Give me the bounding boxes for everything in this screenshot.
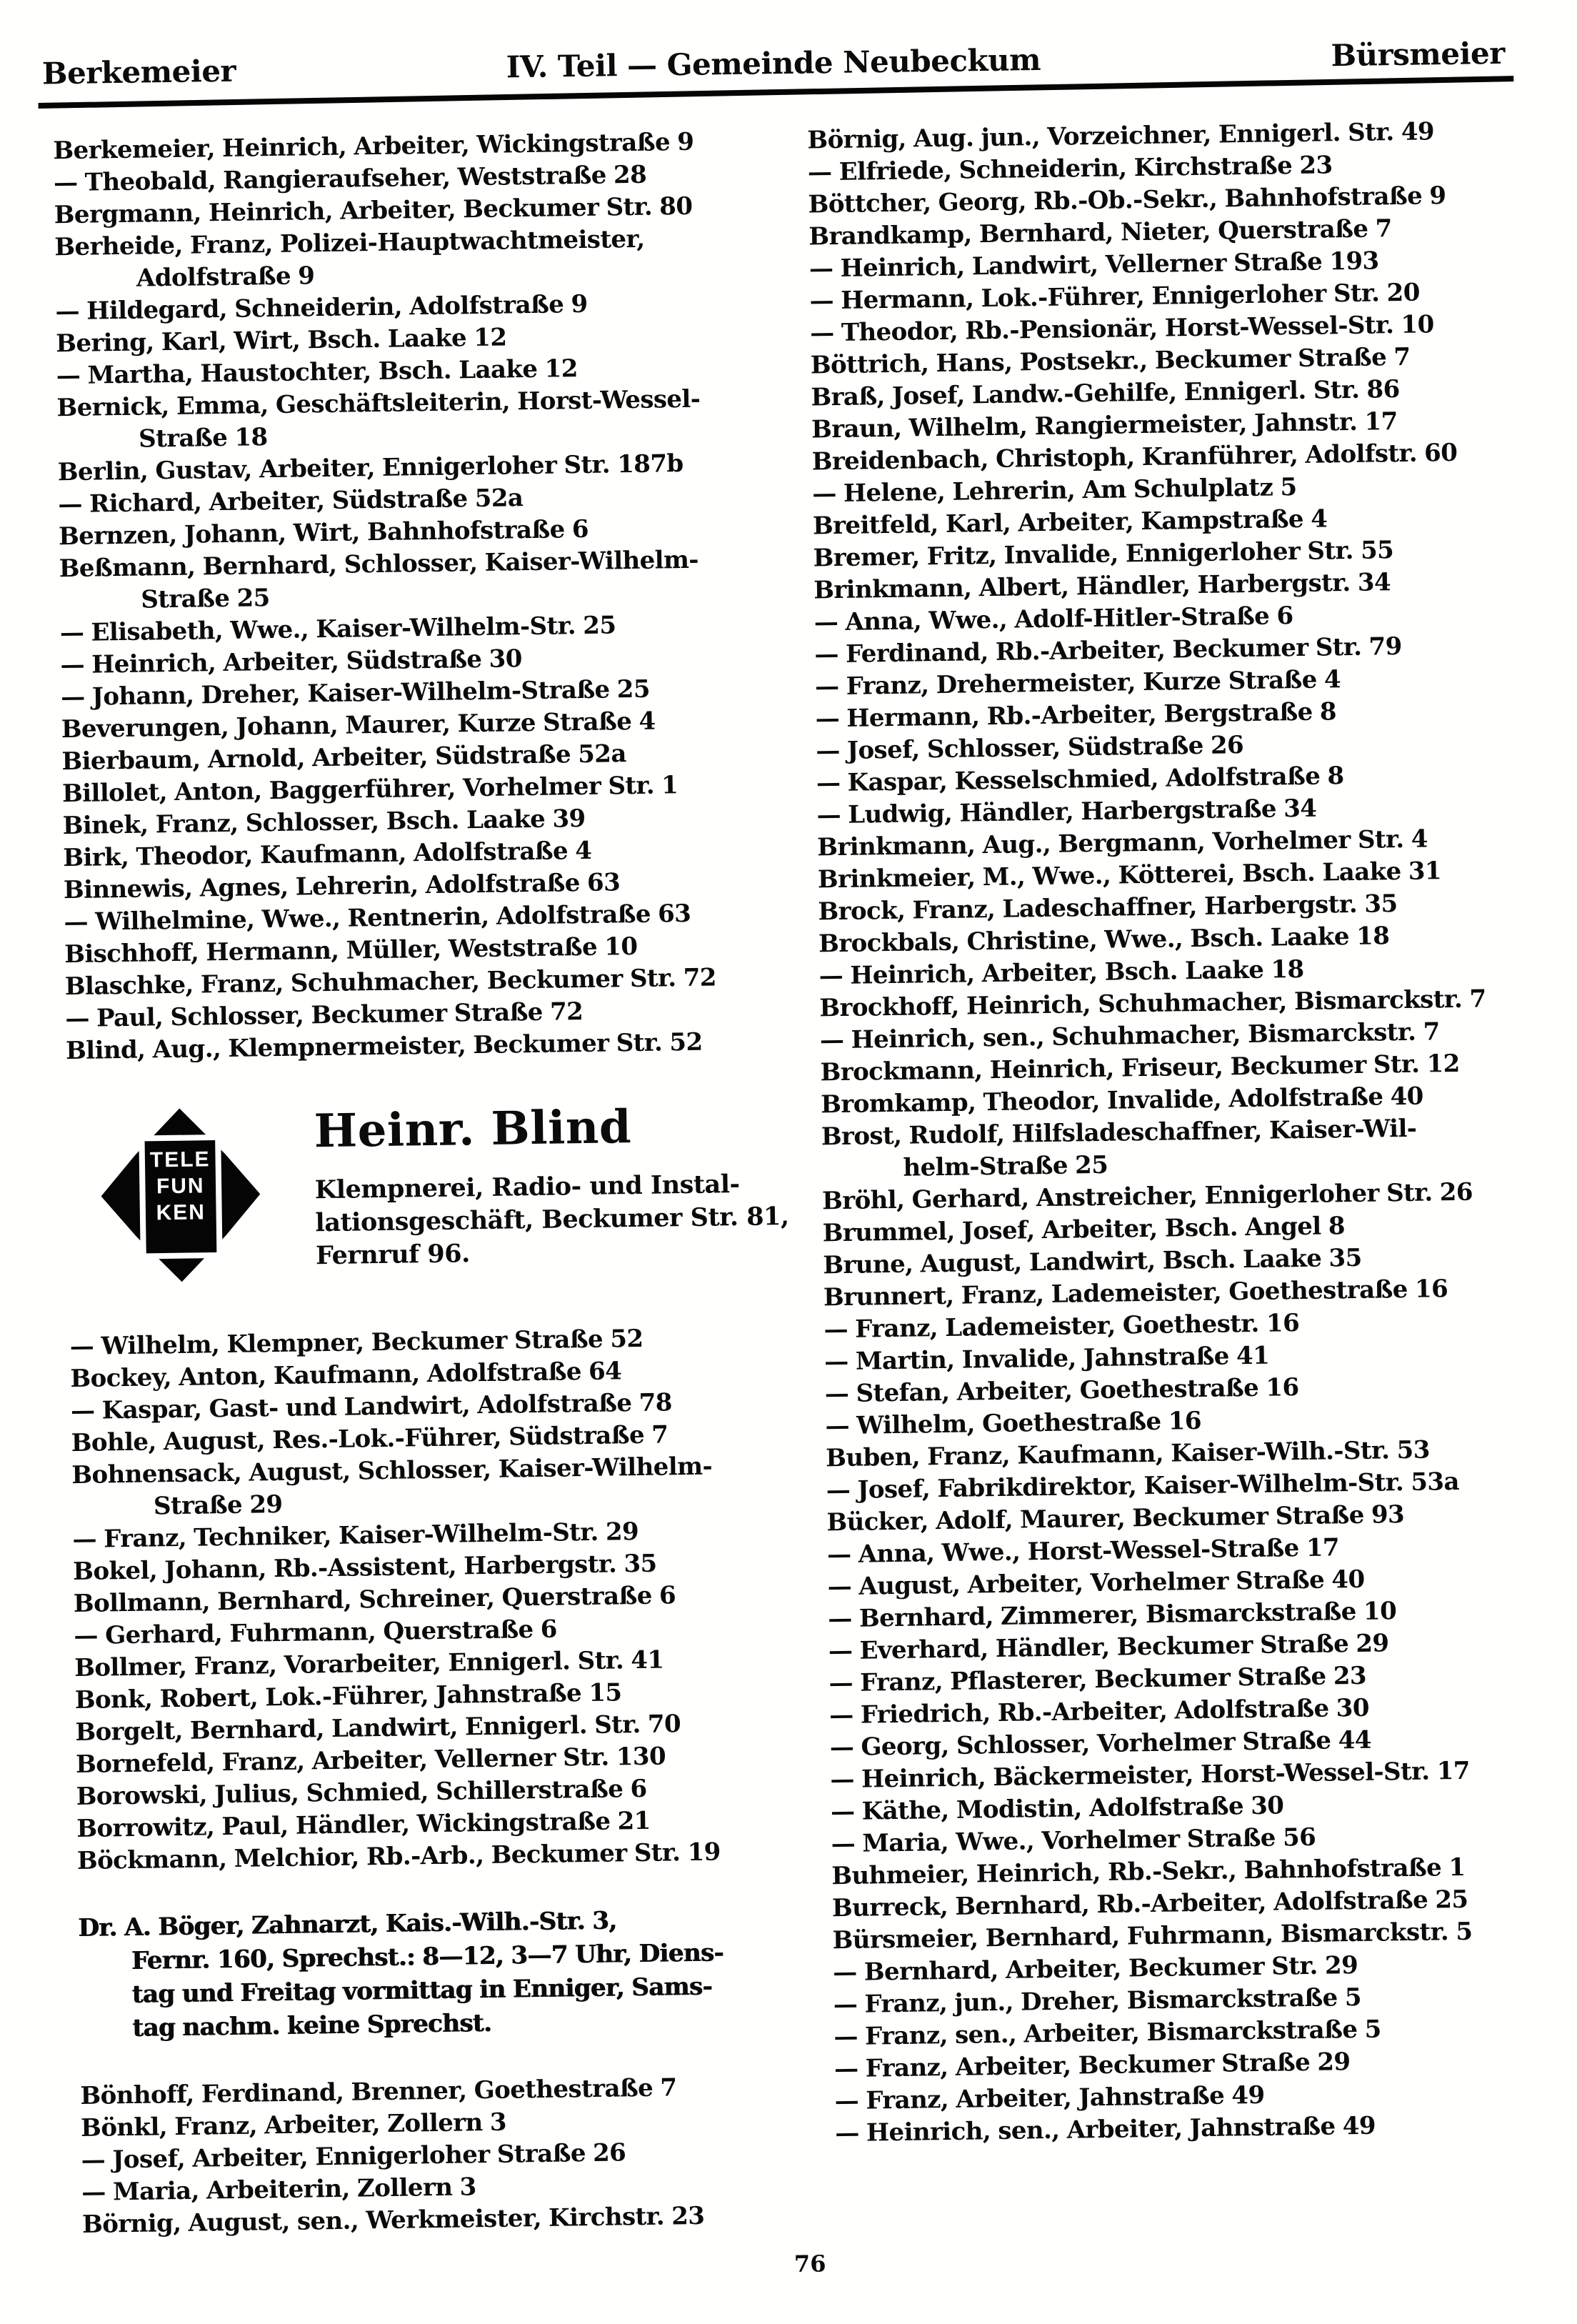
telefunken-logo-text xyxy=(97,1145,264,1227)
directory-entry: — Anna, Wwe., Horst-Wessel-Straße 17 xyxy=(826,1533,1340,1570)
directory-entry: — Helene, Lehrerin, Am Schulplatz 5 xyxy=(812,472,1297,509)
directory-entry: — Maria, Wwe., Vorhelmer Straße 56 xyxy=(831,1822,1316,1859)
directory-entry: Brinkmann, Aug., Bergmann, Vorhelmer Str. 4 xyxy=(816,824,1428,862)
directory-entry: — Kaspar, Kesselschmied, Adolfstraße 8 xyxy=(816,762,1344,798)
directory-entry: Brune, August, Landwirt, Bsch. Laake 35 xyxy=(823,1243,1362,1280)
directory-entry: Blaschke, Franz, Schuhmacher, Beckumer Str. 72 xyxy=(64,963,717,1002)
directory-entry: Braß, Josef, Landw.-Gehilfe, Ennigerl. Str. 86 xyxy=(811,374,1400,412)
directory-entry: Brost, Rudolf, Hilfsladeschaffner, Kaiser-Wil- helm-Straße 25 xyxy=(821,1114,1417,1182)
header-right-catchword: Bürsmeier xyxy=(1331,35,1506,74)
directory-entry: Berkemeier, Heinrich, Arbeiter, Wickingstraße 9 xyxy=(53,127,694,166)
ad-body-line: Fernruf 96. xyxy=(315,1239,471,1271)
directory-entry: — Heinrich, Landwirt, Vellerner Straße 193 xyxy=(808,246,1379,284)
directory-entry: Brinkmeier, M., Wwe., Kötterei, Bsch. Laake 31 xyxy=(817,857,1442,894)
page-number: 76 xyxy=(793,2250,826,2278)
directory-entry: Börnig, Aug. jun., Vorzeichner, Ennigerl. Str. 49 xyxy=(807,117,1435,155)
directory-entry: Binnewis, Agnes, Lehrerin, Adolfstraße 63 xyxy=(63,868,621,905)
directory-entry: Böttcher, Georg, Rb.-Ob.-Sekr., Bahnhofstraße 9 xyxy=(808,181,1446,219)
directory-entry: — Heinrich, Arbeiter, Bsch. Laake 18 xyxy=(818,954,1304,991)
directory-entry: Brinkmann, Albert, Händler, Harbergstr. 34 xyxy=(813,568,1391,605)
directory-entry: — Franz, Arbeiter, Beckumer Straße 29 xyxy=(833,2048,1351,2084)
directory-entry: Bremer, Fritz, Invalide, Ennigerloher Str. 55 xyxy=(813,536,1394,573)
directory-entry: Bornefeld, Franz, Arbeiter, Vellerner Str. 130 xyxy=(75,1742,666,1780)
directory-entry: — Bernhard, Arbeiter, Beckumer Str. 29 xyxy=(832,1950,1358,1988)
directory-entry: Braun, Wilhelm, Rangiermeister, Jahnstr. 17 xyxy=(811,407,1398,444)
bold-doctor-notice: Dr. A. Böger, Zahnarzt, Kais.-Wilh.-Str. 3, Fernr. 160, Sprechst.: 8—12, 3—7 Uhr, Diens- tag und Freitag vormittag in Enniger, Sams- tag nachm. keine Sprechst. xyxy=(77,1906,724,2043)
directory-entry: Birk, Theodor, Kaufmann, Adolfstraße 4 xyxy=(63,836,592,873)
directory-entry: — Everhard, Händler, Beckumer Straße 29 xyxy=(828,1629,1389,1666)
directory-entry: — Heinrich, sen., Arbeiter, Jahnstraße 49 xyxy=(835,2111,1376,2148)
telefunken-logo xyxy=(96,1104,264,1286)
directory-entry: Bohnensack, August, Schlosser, Kaiser-Wilhelm- Straße 29 xyxy=(71,1452,713,1521)
telefunken-logo-line: KEN xyxy=(156,1200,206,1225)
directory-entry: — Heinrich, Bäckermeister, Horst-Wessel-Str. 17 xyxy=(830,1756,1471,1795)
directory-entry: Beverungen, Johann, Maurer, Kurze Straße 4 xyxy=(61,707,656,744)
directory-entry: Bonk, Robert, Lok.-Führer, Jahnstraße 15 xyxy=(74,1678,622,1715)
directory-entry: Breidenbach, Christoph, Kranführer, Adolfstr. 60 xyxy=(811,438,1458,477)
right-column xyxy=(807,114,1569,2230)
directory-entry: Blind, Aug., Klempnermeister, Beckumer Str. 52 xyxy=(65,1027,703,1066)
page-header xyxy=(0,0,1563,92)
directory-entry: Binek, Franz, Schlosser, Bsch. Laake 39 xyxy=(62,804,586,841)
directory-entry: — Elfriede, Schneiderin, Kirchstraße 23 xyxy=(807,151,1333,187)
directory-entry: — Theobald, Rangieraufseher, Weststraße 28 xyxy=(53,160,647,198)
directory-entry: — Franz, Arbeiter, Jahnstraße 49 xyxy=(834,2080,1265,2116)
directory-entry: — Kaspar, Gast- und Landwirt, Adolfstraße 78 xyxy=(70,1388,673,1426)
left-column xyxy=(53,125,815,2241)
directory-entry: — August, Arbeiter, Vorhelmer Straße 40 xyxy=(827,1565,1365,1602)
directory-entry: — Elisabeth, Wwe., Kaiser-Wilhelm-Str. 25 xyxy=(59,611,616,648)
directory-entry: — Ludwig, Händler, Harbergstraße 34 xyxy=(816,794,1317,830)
header-left-catchword: Berkemeier xyxy=(41,53,236,91)
directory-entry: Beßmann, Bernhard, Schlosser, Kaiser-Wilhelm- Straße 25 xyxy=(59,545,699,614)
directory-entry: Bokel, Johann, Rb.-Assistent, Harbergstr. 35 xyxy=(72,1549,657,1587)
directory-entry: — Wilhelmine, Wwe., Rentnerin, Adolfstraße 63 xyxy=(64,899,691,937)
directory-entry: Brockmann, Heinrich, Friseur, Beckumer Str. 12 xyxy=(820,1049,1460,1087)
directory-entry: Breitfeld, Karl, Arbeiter, Kampstraße 4 xyxy=(812,504,1328,541)
directory-entry: — Franz, Lademeister, Goethestr. 16 xyxy=(823,1309,1300,1345)
directory-entry: Bröhl, Gerhard, Anstreicher, Ennigerloher Str. 26 xyxy=(821,1177,1473,1216)
directory-entry: Bockey, Anton, Kaufmann, Adolfstraße 64 xyxy=(70,1357,622,1394)
directory-entry: — Josef, Fabrikdirektor, Kaiser-Wilhelm-Str. 53a xyxy=(826,1467,1460,1505)
ad-title: Heinr. Blind xyxy=(314,1100,632,1159)
directory-entry: Bollmann, Bernhard, Schreiner, Querstraße 6 xyxy=(73,1581,676,1619)
directory-entry: Bernick, Emma, Geschäftsleiterin, Horst-Wessel- Straße 18 xyxy=(56,384,701,454)
directory-entry: Bönhoff, Ferdinand, Brenner, Goethestraße 7 xyxy=(80,2073,677,2110)
directory-entry: — Franz, Drehermeister, Kurze Straße 4 xyxy=(814,665,1341,702)
directory-entry: — Bernhard, Zimmerer, Bismarckstraße 10 xyxy=(828,1597,1397,1634)
directory-entry: — Stefan, Arbeiter, Goethestraße 16 xyxy=(824,1373,1299,1409)
ad-body-line: Klempnerei, Radio- und Instal- xyxy=(314,1169,740,1205)
directory-entry: — Wilhelm, Klempner, Beckumer Straße 52 xyxy=(69,1324,644,1362)
header-section-title: IV. Teil — Gemeinde Neubeckum xyxy=(506,41,1041,85)
directory-entry: Borrowitz, Paul, Händler, Wickingstraße 21 xyxy=(76,1806,651,1844)
directory-entry: — Paul, Schlosser, Beckumer Straße 72 xyxy=(65,997,584,1034)
directory-entry: Bromkamp, Theodor, Invalide, Adolfstraße 40 xyxy=(820,1082,1423,1119)
directory-entry: — Josef, Arbeiter, Ennigerloher Straße 26 xyxy=(81,2138,626,2175)
directory-entry: — Josef, Schlosser, Südstraße 26 xyxy=(816,731,1244,766)
directory-columns xyxy=(0,84,1577,2243)
directory-entry: Brunnert, Franz, Lademeister, Goethestraße 16 xyxy=(823,1275,1448,1312)
directory-entry: Buben, Franz, Kaufmann, Kaiser-Wilh.-Str. 53 xyxy=(825,1435,1431,1473)
directory-entry: — Gerhard, Fuhrmann, Querstraße 6 xyxy=(74,1615,558,1651)
directory-entry: Böttrich, Hans, Postsekr., Beckumer Straße 7 xyxy=(810,342,1411,380)
directory-entry: Bürsmeier, Bernhard, Fuhrmann, Bismarckstr. 5 xyxy=(832,1917,1473,1955)
directory-entry: Bernzen, Johann, Wirt, Bahnhofstraße 6 xyxy=(58,514,589,552)
directory-entry: — Heinrich, Arbeiter, Südstraße 30 xyxy=(60,644,523,680)
directory-entry: Buhmeier, Heinrich, Rb.-Sekr., Bahnhofstraße 1 xyxy=(831,1852,1466,1891)
directory-entry: Borgelt, Bernhard, Landwirt, Ennigerl. Str. 70 xyxy=(75,1710,681,1747)
directory-entry: — Anna, Wwe., Adolf-Hitler-Straße 6 xyxy=(813,602,1293,637)
directory-entry: Berheide, Franz, Polizei-Hauptwachtmeister, Adolfstraße 9 xyxy=(54,224,645,293)
directory-entry: Brockhoff, Heinrich, Schuhmacher, Bismarckstr. 7 xyxy=(819,984,1486,1023)
directory-entry: — Ferdinand, Rb.-Arbeiter, Beckumer Str. 79 xyxy=(814,632,1402,669)
directory-entry: — Maria, Arbeiterin, Zollern 3 xyxy=(81,2173,476,2207)
directory-entry: Brummel, Josef, Arbeiter, Bsch. Angel 8 xyxy=(822,1212,1346,1248)
directory-entry: Billolet, Anton, Baggerführer, Vorhelmer Str. 1 xyxy=(61,771,679,809)
directory-entry: — Hildegard, Schneiderin, Adolfstraße 9 xyxy=(55,289,588,326)
directory-entry: — Hermann, Lok.-Führer, Ennigerloher Str. 20 xyxy=(809,278,1421,316)
advertisement xyxy=(96,1097,801,1287)
directory-entry: Berlin, Gustav, Arbeiter, Ennigerloher Str. 187b xyxy=(57,449,684,487)
directory-entry: — Franz, Techniker, Kaiser-Wilhelm-Str. 29 xyxy=(72,1517,639,1555)
directory-entry: Bering, Karl, Wirt, Bsch. Laake 12 xyxy=(55,323,507,359)
ad-body xyxy=(315,1167,790,1272)
directory-entry: Bücker, Adolf, Maurer, Beckumer Straße 93 xyxy=(826,1500,1405,1537)
directory-entry: — Martin, Invalide, Jahnstraße 41 xyxy=(823,1341,1270,1377)
directory-entry: Brandkamp, Bernhard, Nieter, Querstraße 7 xyxy=(808,214,1392,251)
directory-entry: — Heinrich, sen., Schuhmacher, Bismarckstr. 7 xyxy=(819,1017,1440,1055)
directory-entry: — Hermann, Rb.-Arbeiter, Bergstraße 8 xyxy=(815,697,1337,734)
directory-entry: — Franz, Pflasterer, Beckumer Straße 23 xyxy=(828,1661,1367,1698)
directory-entry: Bollmer, Franz, Vorarbeiter, Ennigerl. Str. 41 xyxy=(74,1645,664,1683)
directory-entry: — Johann, Dreher, Kaiser-Wilhelm-Straße 25 xyxy=(60,674,651,712)
directory-entry: Burreck, Bernhard, Rb.-Arbeiter, Adolfstraße 25 xyxy=(831,1885,1468,1923)
directory-entry: Bergmann, Heinrich, Arbeiter, Beckumer Str. 80 xyxy=(54,191,693,230)
directory-entry: Bönkl, Franz, Arbeiter, Zollern 3 xyxy=(80,2108,507,2143)
directory-entry: — Richard, Arbeiter, Südstraße 52a xyxy=(58,484,524,519)
telefunken-logo-line: TELE xyxy=(149,1147,211,1172)
directory-entry: — Käthe, Modistin, Adolfstraße 30 xyxy=(830,1791,1284,1827)
directory-entry: — Franz, jun., Dreher, Bismarckstraße 5 xyxy=(833,1983,1362,2020)
directory-entry: Bischhoff, Hermann, Müller, Weststraße 10 xyxy=(64,932,638,969)
directory-entry: — Georg, Schlosser, Vorhelmer Straße 44 xyxy=(829,1725,1372,1762)
directory-entry: — Friedrich, Rb.-Arbeiter, Adolfstraße 30 xyxy=(828,1693,1370,1730)
directory-entry: Bierbaum, Arnold, Arbeiter, Südstraße 52a xyxy=(61,739,627,777)
directory-entry: Brockbals, Christine, Wwe., Bsch. Laake 18 xyxy=(818,922,1390,959)
telefunken-logo-line: FUN xyxy=(156,1174,205,1199)
ad-body-line: lationsgeschäft, Beckumer Str. 81, xyxy=(315,1202,789,1238)
directory-entry: Borowski, Julius, Schmied, Schillerstraße 6 xyxy=(76,1774,647,1812)
directory-entry: — Martha, Haustochter, Bsch. Laake 12 xyxy=(56,354,579,391)
directory-entry: — Wilhelm, Goethestraße 16 xyxy=(825,1406,1202,1441)
ad-content xyxy=(314,1097,789,1272)
directory-entry: Böckmann, Melchior, Rb.-Arb., Beckumer Str. 19 xyxy=(76,1837,721,1876)
directory-entry: — Franz, sen., Arbeiter, Bismarckstraße 5 xyxy=(833,2015,1381,2052)
directory-entry: Bohle, August, Res.-Lok.-Führer, Südstraße 7 xyxy=(71,1420,669,1458)
directory-entry: — Theodor, Rb.-Pensionär, Horst-Wessel-Str. 10 xyxy=(809,310,1434,348)
directory-entry: Brock, Franz, Ladeschaffner, Harbergstr. 35 xyxy=(818,889,1398,927)
directory-entry: Börnig, August, sen., Werkmeister, Kirchstr. 23 xyxy=(81,2201,705,2239)
